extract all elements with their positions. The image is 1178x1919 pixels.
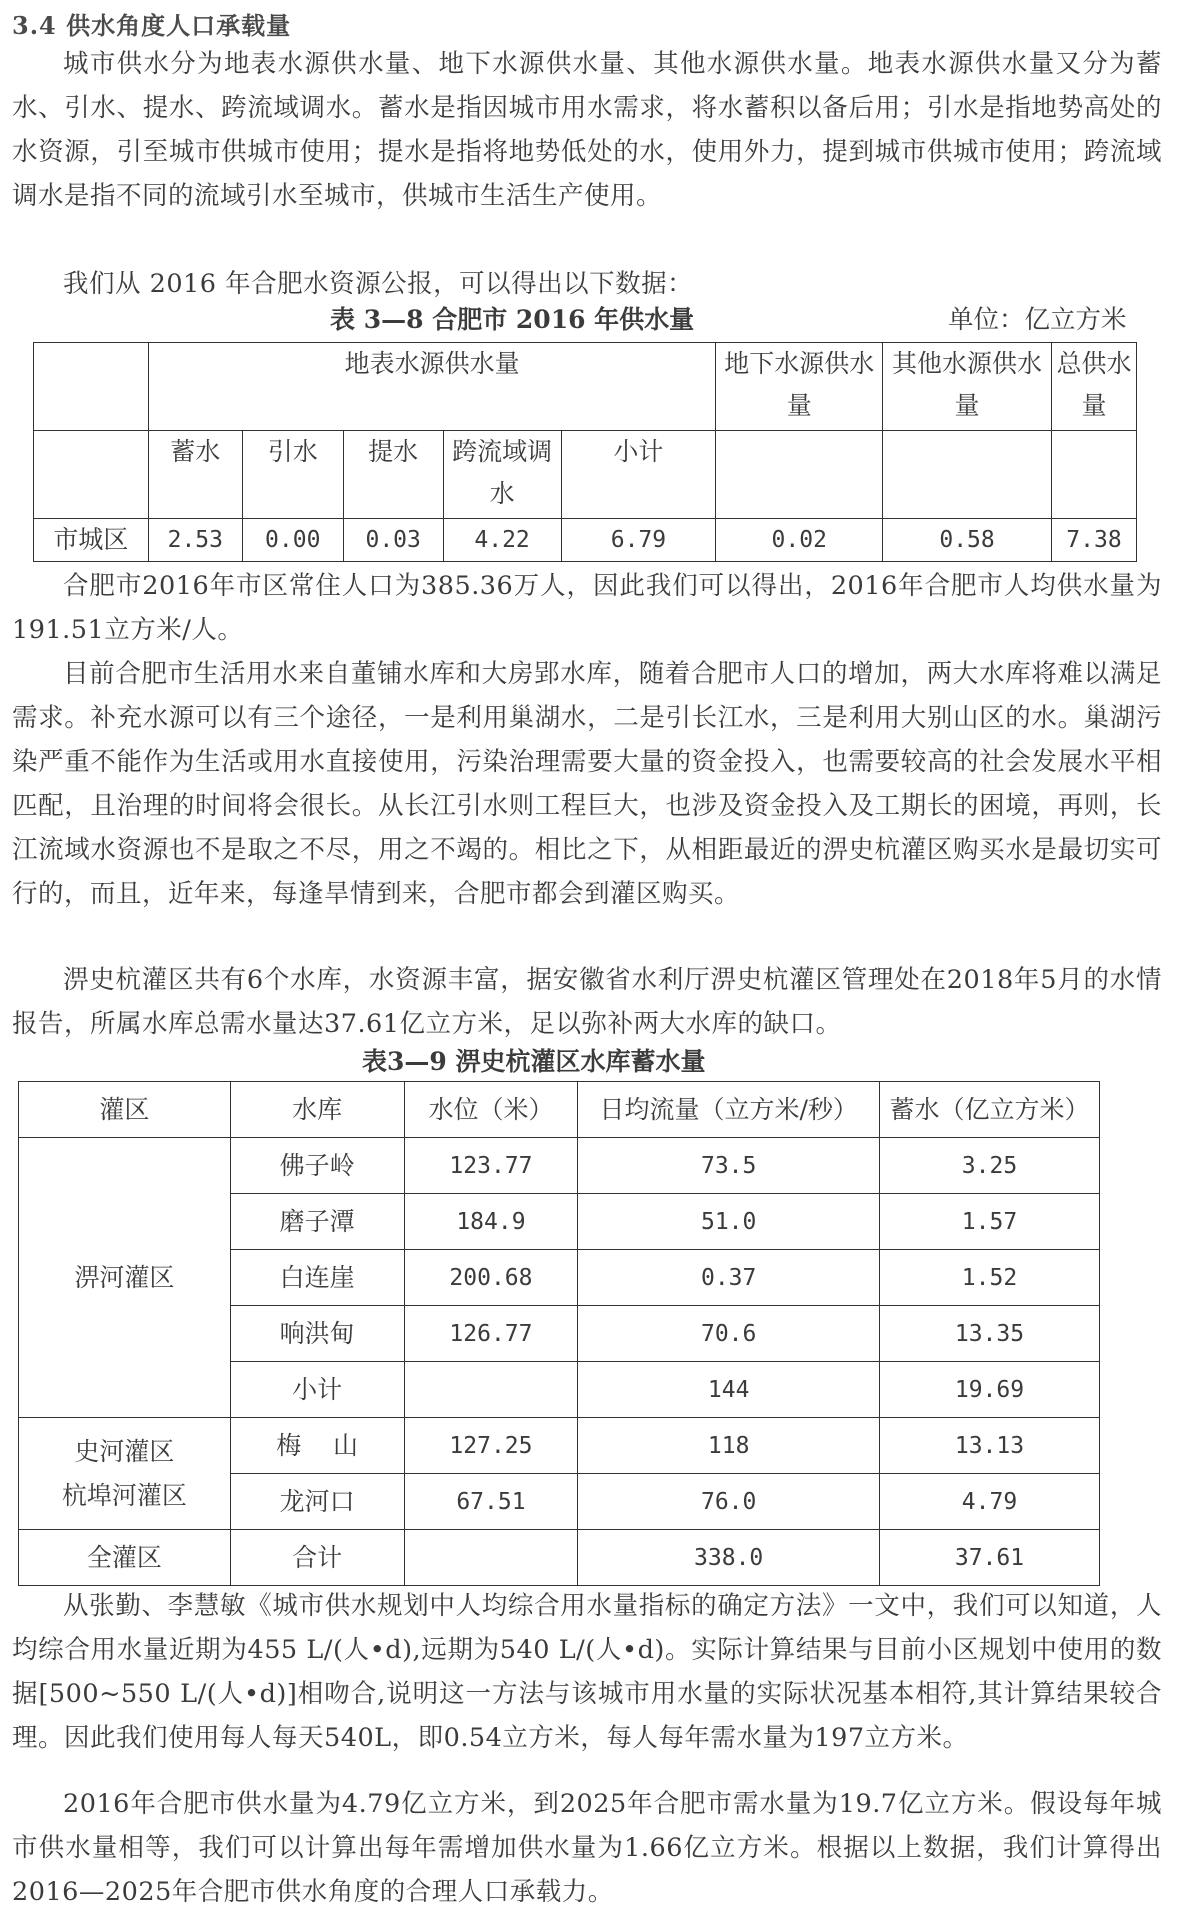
table1-sub-kualiuyu: 跨流域调水 [443, 431, 561, 519]
daily-flow: 144 [578, 1362, 880, 1418]
table1-cell: 0.03 [343, 519, 443, 562]
reservoir-name: 佛子岭 [230, 1138, 404, 1194]
storage: 4.79 [879, 1474, 1099, 1530]
table2-header-reservoir: 水库 [230, 1082, 404, 1138]
table-hefei-water-supply [33, 342, 1137, 562]
table1-subheader-row [34, 431, 1137, 519]
table1-cell: 0.58 [883, 519, 1052, 562]
water-level: 67.51 [404, 1474, 578, 1530]
table2-group-shihe: 史河灌区 [74, 1436, 175, 1466]
paragraph-water-supply-types: 城市供水分为地表水源供水量、地下水源供水量、其他水源供水量。地表水源供水量又分为蓄水、引水、提水、跨流域调水。蓄水是指因城市用水需求，将水蓄积以备后用；引水是指地势高处的水资源，引至城市供城市使用；提水是指将地势低处的水，使用外力，提到城市供城市使用；跨流域调水是指不同的流域引水至城市，供城市生活生产使用。 [12, 49, 1162, 211]
paragraph-per-capita-demand: 从张勤、李慧敏《城市供水规划中人均综合用水量指标的确定方法》一文中，我们可以知道，人均综合用水量近期为455 L/(人•d),远期为540 L/(人•d)。实际计算结果与目前小区规划中使用的数据[500~550 L/(人•d)]相吻合,说明这一方法与该城市用水量的实际状况基本相符,其计算结果较合理。因此我们使用每人每天540L，即0.54立方米，每人每年需水量为197立方米。 [12, 1591, 1162, 1753]
table2-caption: 表3—9 淠史杭灌区水库蓄水量 [362, 1047, 706, 1076]
storage: 3.25 [879, 1138, 1099, 1194]
table2-header-flow: 日均流量（立方米/秒） [578, 1082, 880, 1138]
water-level: 123.77 [404, 1138, 578, 1194]
reservoir-name: 龙河口 [230, 1474, 404, 1530]
table2-header-storage [879, 1082, 1099, 1138]
paragraph-data-source: 我们从 2016 年合肥水资源公报，可以得出以下数据： [63, 269, 694, 299]
table2-group-all: 全灌区 [19, 1530, 231, 1586]
reservoir-name: 磨子潭 [230, 1194, 404, 1250]
table1-cell: 6.79 [561, 519, 716, 562]
reservoir-name: 合计 [230, 1530, 404, 1586]
paragraph-irrigation-district: 淠史杭灌区共有6个水库，水资源丰富，据安徽省水利厅淠史杭灌区管理处在2018年5月的水情报告，所属水库总需水量达37.61亿立方米，足以弥补两大水库的缺口。 [12, 965, 1162, 1039]
storage: 1.52 [879, 1250, 1099, 1306]
table1-cell: 7.38 [1051, 519, 1136, 562]
reservoir-name: 梅 山 [230, 1418, 404, 1474]
reservoir-name: 白连崖 [230, 1250, 404, 1306]
water-level: 200.68 [404, 1250, 578, 1306]
reservoir-name: 小计 [230, 1362, 404, 1418]
table1-cell: 0.02 [716, 519, 883, 562]
table1-header-surface: 地表水源供水量 [148, 343, 716, 431]
daily-flow: 76.0 [578, 1474, 880, 1530]
table1-sub-yinshui: 引水 [242, 431, 343, 519]
table1-corner-cell [34, 343, 149, 431]
table1-cell: 0.00 [242, 519, 343, 562]
table1-cell: 4.22 [443, 519, 561, 562]
daily-flow: 73.5 [578, 1138, 880, 1194]
table1-row-label: 市城区 [34, 519, 149, 562]
storage: 13.13 [879, 1418, 1099, 1474]
table-row [19, 1138, 1100, 1194]
table1-header-ground: 地下水源供水量 [716, 343, 883, 431]
table1-unit: 单位：亿立方米 [948, 305, 1127, 335]
table1-data-row [34, 519, 1137, 562]
paragraph-supply-increase: 2016年合肥市供水量为4.79亿立方米，到2025年合肥市需水量为19.7亿立方米。假设每年城市供水量相等，我们可以计算出每年需增加供水量为1.66亿立方米。根据以上数据，我们计算得出2016—2025年合肥市供水角度的合理人口承载力。 [12, 1789, 1162, 1907]
table1-caption: 表 3—8 合肥市 2016 年供水量 [330, 305, 695, 334]
water-level [404, 1362, 578, 1418]
paragraph-per-capita-supply: 合肥市2016年市区常住人口为385.36万人，因此我们可以得出，2016年合肥市人均供水量为191.51立方米/人。 [12, 571, 1162, 645]
daily-flow: 0.37 [578, 1250, 880, 1306]
table1-header-total: 总供水量 [1051, 343, 1136, 431]
table-row [19, 1418, 1100, 1474]
water-level: 127.25 [404, 1418, 578, 1474]
paragraph-water-sources: 目前合肥市生活用水来自董铺水库和大房郢水库，随着合肥市人口的增加，两大水库将难以满足需求。补充水源可以有三个途径，一是利用巢湖水，二是引长江水，三是利用大别山区的水。巢湖污染严重不能作为生活或用水直接使用，污染治理需要大量的资金投入，也需要较高的社会发展水平相匹配，且治理的时间将会很长。从长江引水则工程巨大，也涉及资金投入及工期长的困境，再则，长江流域水资源也不是取之不尽，用之不竭的。相比之下，从相距最近的淠史杭灌区购买水是最切实可行的，而且，近年来，每逢旱情到来，合肥市都会到灌区购买。 [12, 659, 1162, 909]
table2-group-shihe-hangbuhe [19, 1418, 231, 1530]
daily-flow: 51.0 [578, 1194, 880, 1250]
table1-sub-xushui: 蓄水 [148, 431, 242, 519]
storage: 13.35 [879, 1306, 1099, 1362]
table2-group-hangbuhe: 杭埠河灌区 [61, 1480, 187, 1510]
daily-flow: 70.6 [578, 1306, 880, 1362]
table-row-total [19, 1530, 1100, 1586]
table1-header-row [34, 343, 1137, 431]
table1-cell: 2.53 [148, 519, 242, 562]
table2-header-storage-text: 蓄水（亿立方米） [889, 1094, 1090, 1124]
reservoir-name: 响洪甸 [230, 1306, 404, 1362]
storage: 1.57 [879, 1194, 1099, 1250]
table2-header-row [19, 1082, 1100, 1138]
table1-sub-tishui: 提水 [343, 431, 443, 519]
daily-flow: 338.0 [578, 1530, 880, 1586]
table1-sub-xiaoji: 小计 [561, 431, 716, 519]
storage: 19.69 [879, 1362, 1099, 1418]
table1-header-other: 其他水源供水量 [883, 343, 1052, 431]
table-reservoir-storage [18, 1081, 1100, 1586]
table2-group-pihe: 淠河灌区 [19, 1138, 231, 1418]
section-title: 3.4 供水角度人口承载量 [12, 11, 292, 40]
storage: 37.61 [879, 1530, 1099, 1586]
water-level: 126.77 [404, 1306, 578, 1362]
water-level [404, 1530, 578, 1586]
table2-header-level: 水位（米） [404, 1082, 578, 1138]
daily-flow: 118 [578, 1418, 880, 1474]
table2-header-district: 灌区 [19, 1082, 231, 1138]
water-level: 184.9 [404, 1194, 578, 1250]
